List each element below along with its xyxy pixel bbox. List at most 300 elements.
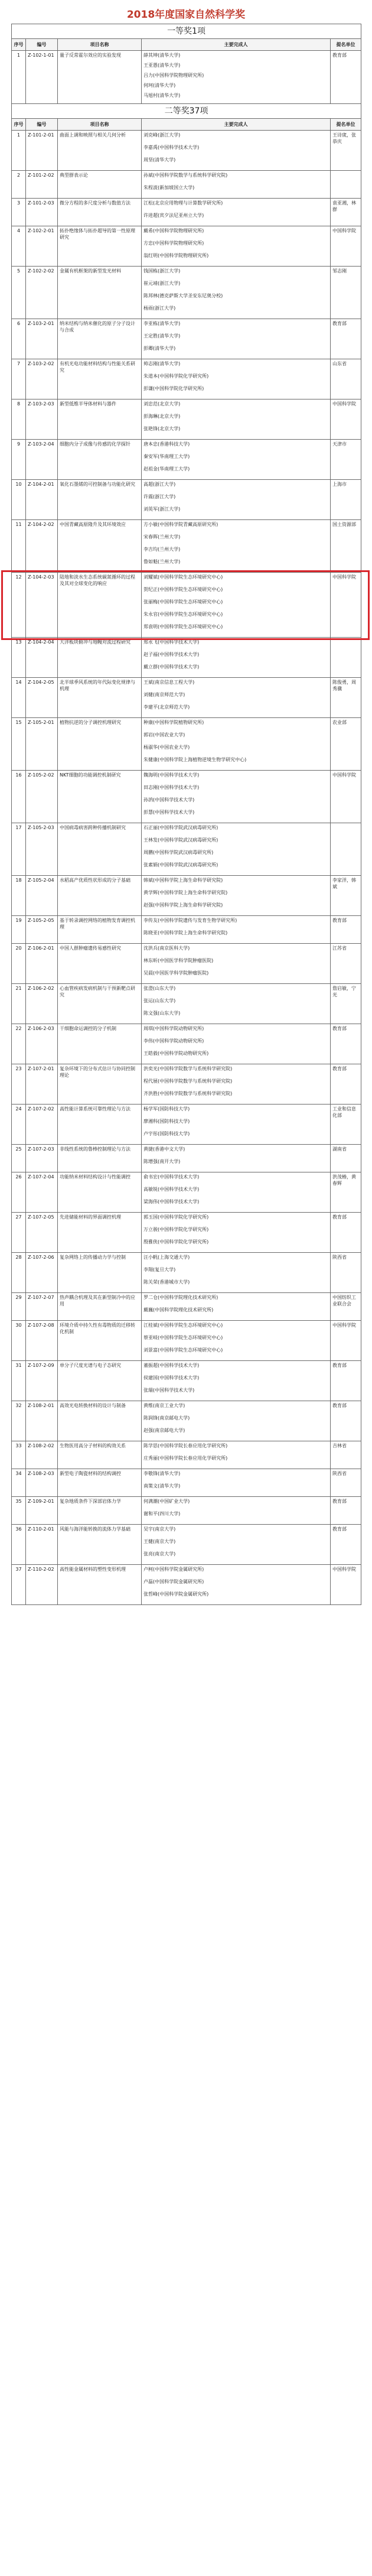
nominator-cell: 洪茂椿，黄春辉 bbox=[331, 1172, 361, 1213]
person-name: 陈学思(中国科学院长春应用化学研究所) bbox=[143, 1443, 228, 1448]
person-name: 杨雨(浙江大学) bbox=[143, 306, 176, 311]
nominator-cell: 山东省 bbox=[331, 359, 361, 399]
person-name: 何满潮(中国矿业大学) bbox=[143, 1499, 190, 1504]
table-row bbox=[12, 573, 361, 638]
people-cell bbox=[142, 1525, 331, 1565]
seq-cell: 17 bbox=[12, 823, 26, 876]
nominator-cell: 邹志刚 bbox=[331, 267, 361, 319]
nominator-cell: 陈俊勇，周秀骥 bbox=[331, 678, 361, 718]
code-cell: Z-103-2-04 bbox=[26, 440, 58, 480]
table-row bbox=[12, 359, 361, 399]
people-cell bbox=[142, 823, 331, 876]
person-name: 郭玉国(中国科学院化学研究所) bbox=[143, 1214, 209, 1220]
code-cell: Z-102-2-02 bbox=[26, 267, 58, 319]
seq-cell: 8 bbox=[12, 399, 26, 440]
person-name: 吴宇(南京大学) bbox=[143, 1526, 176, 1532]
person-name: 陈邦林(德克萨斯大学圣安东尼奥分校) bbox=[143, 293, 223, 298]
person-name: 张丽梅(中国科学院生态环境研究中心) bbox=[143, 599, 223, 605]
seq-cell: 31 bbox=[12, 1361, 26, 1401]
seq-cell: 7 bbox=[12, 359, 26, 399]
project-name-cell: 微分方程的多尺度分析与数值方法 bbox=[58, 199, 142, 226]
nominator-cell: 中国科学院 bbox=[331, 399, 361, 440]
person-name: 卢柯(中国科学院金属研究所) bbox=[143, 1567, 204, 1572]
table-row bbox=[12, 1064, 361, 1105]
person-name: 种康(中国科学院植物研究所) bbox=[143, 720, 204, 725]
code-cell: Z-109-2-01 bbox=[26, 1497, 58, 1525]
people-cell bbox=[142, 573, 331, 638]
code-cell: Z-103-2-03 bbox=[26, 399, 58, 440]
person-name: 孙斌(中国科学院数学与系统科学研究院) bbox=[143, 173, 228, 178]
project-name-cell: 风能与海洋能转换的流体力学基础 bbox=[58, 1525, 142, 1565]
people-cell bbox=[142, 876, 331, 916]
project-name-cell: 量子反常霍尔效应的实验发现 bbox=[58, 51, 142, 104]
person-name: 黄维(南京工业大学) bbox=[143, 1403, 185, 1408]
nominator-cell: 中国科学院 bbox=[331, 771, 361, 823]
project-name-cell: 典型群表示论 bbox=[58, 171, 142, 199]
header-people: 主要完成人 bbox=[142, 119, 331, 131]
person-name: 蔡亚岐(中国科学院生态环境研究中心) bbox=[143, 1335, 223, 1340]
person-name: 李伟(中国科学院动物研究所) bbox=[143, 1038, 204, 1044]
person-name: 唐本忠(香港科技大学) bbox=[143, 441, 190, 447]
person-name: 戴立群(中国科学技术大学) bbox=[143, 664, 200, 670]
nominator-cell: 教育部 bbox=[331, 1024, 361, 1064]
table-row bbox=[12, 944, 361, 984]
person-name: 卢宇彤(国防科技大学) bbox=[143, 1131, 190, 1136]
project-name-cell: 大洋板块俯冲与地幔对流过程研究 bbox=[58, 638, 142, 678]
person-name: 郑袁明(中国科学院生态环境研究中心) bbox=[143, 624, 223, 629]
nominator-cell: 陕西省 bbox=[331, 1253, 361, 1293]
nominator-cell: 李家洋，韩斌 bbox=[331, 876, 361, 916]
nominator-cell: 湖南省 bbox=[331, 1145, 361, 1172]
person-name: 侯建国(中国科学技术大学) bbox=[143, 1375, 200, 1380]
table-header-row bbox=[12, 119, 361, 131]
table-row bbox=[12, 1213, 361, 1253]
header-code: 编号 bbox=[26, 119, 58, 131]
people-cell bbox=[142, 480, 331, 520]
person-name: 翁红明(中国科学院物理研究所) bbox=[143, 253, 209, 258]
table-row bbox=[12, 1321, 361, 1361]
page-title: 2018年度国家自然科学奖 bbox=[126, 9, 246, 21]
people-cell bbox=[142, 1469, 331, 1497]
nominator-cell: 农业部 bbox=[331, 718, 361, 771]
person-name: 董振超(中国科学技术大学) bbox=[143, 1363, 200, 1368]
table-row bbox=[12, 984, 361, 1024]
table-row bbox=[12, 1525, 361, 1565]
people-cell bbox=[142, 1253, 331, 1293]
people-cell bbox=[142, 1401, 331, 1441]
person-name: 刘忠范(北京大学) bbox=[143, 401, 181, 407]
person-name: 齐洪胜(中国科学院数学与系统科学研究院) bbox=[143, 1091, 233, 1096]
table-row bbox=[12, 440, 361, 480]
person-name: 戴希(中国科学院物理研究所) bbox=[143, 228, 204, 233]
code-cell: Z-108-2-02 bbox=[26, 1441, 58, 1469]
nominator-cell: 教育部 bbox=[331, 1064, 361, 1105]
person-name: 刘英军(浙江大学) bbox=[143, 506, 181, 512]
person-name: 陈增强(南开大学) bbox=[143, 1159, 181, 1164]
nominator-cell: 教育部 bbox=[331, 1401, 361, 1441]
code-cell: Z-106-2-03 bbox=[26, 1024, 58, 1064]
seq-cell: 35 bbox=[12, 1497, 26, 1525]
person-name: 俞书宏(中国科学技术大学) bbox=[143, 1174, 200, 1180]
code-cell: Z-110-2-02 bbox=[26, 1565, 58, 1605]
header-nominator: 提名单位 bbox=[331, 119, 361, 131]
seq-cell: 21 bbox=[12, 984, 26, 1024]
people-cell bbox=[142, 944, 331, 984]
nominator-cell: 教育部 bbox=[331, 1497, 361, 1525]
code-cell: Z-104-2-05 bbox=[26, 678, 58, 718]
table-row bbox=[12, 171, 361, 199]
person-name: 江松(北京应用物理与计算数学研究所) bbox=[143, 200, 223, 206]
person-name: 帅志刚(清华大学) bbox=[143, 361, 181, 366]
seq-cell: 9 bbox=[12, 440, 26, 480]
table-row bbox=[12, 199, 361, 226]
seq-cell: 33 bbox=[12, 1441, 26, 1469]
person-name: 钱国栋(浙江大学) bbox=[143, 268, 181, 274]
code-cell: Z-107-2-08 bbox=[26, 1321, 58, 1361]
person-name: 赵强(中国科学院上海生命科学研究院) bbox=[143, 902, 223, 908]
person-name: 秦安军(华南理工大学) bbox=[143, 454, 190, 459]
project-name-cell: 细胞内分子成像与传感的化学探针 bbox=[58, 440, 142, 480]
person-name: 杨学军(国防科技大学) bbox=[143, 1106, 190, 1112]
person-name: 高敏锐(中国科学技术大学) bbox=[143, 1187, 200, 1192]
person-name: 李亚栋(清华大学) bbox=[143, 321, 181, 326]
code-cell: Z-105-2-01 bbox=[26, 718, 58, 771]
people-cell bbox=[142, 199, 331, 226]
code-cell: Z-104-2-04 bbox=[26, 638, 58, 678]
person-name: 张哲峰(中国科学院金属研究所) bbox=[143, 1591, 209, 1597]
people-cell bbox=[142, 984, 331, 1024]
person-name: 黄捷(香港中文大学) bbox=[143, 1146, 185, 1152]
person-name: 殷雅侠(中国科学院化学研究所) bbox=[143, 1239, 209, 1245]
table-row bbox=[12, 1253, 361, 1293]
nominator-cell: 上海市 bbox=[331, 480, 361, 520]
code-cell: Z-107-2-04 bbox=[26, 1172, 58, 1213]
table-row bbox=[12, 1361, 361, 1401]
table-row bbox=[12, 678, 361, 718]
seq-cell: 10 bbox=[12, 480, 26, 520]
person-name: 李敬锋(清华大学) bbox=[143, 1471, 181, 1476]
person-name: 刘健(南京师范大学) bbox=[143, 692, 185, 697]
people-cell bbox=[142, 771, 331, 823]
table-row bbox=[12, 1497, 361, 1525]
header-project: 项目名称 bbox=[58, 119, 142, 131]
person-name: 彭卿(清华大学) bbox=[143, 346, 176, 351]
people-cell bbox=[142, 1213, 331, 1253]
project-name-cell: 金属有机框架的新型发光材料 bbox=[58, 267, 142, 319]
code-cell: Z-107-2-01 bbox=[26, 1064, 58, 1105]
project-name-cell: 功能纳米材料结构设计与性能调控 bbox=[58, 1172, 142, 1213]
code-cell: Z-104-2-02 bbox=[26, 520, 58, 573]
people-cell bbox=[142, 638, 331, 678]
seq-cell: 3 bbox=[12, 199, 26, 226]
nominator-cell: 中国科学院 bbox=[331, 1565, 361, 1605]
person-name: 卢磊(中国科学院金属研究所) bbox=[143, 1579, 204, 1584]
seq-cell: 2 bbox=[12, 171, 26, 199]
person-name: 李翔(复旦大学) bbox=[143, 1267, 176, 1272]
people-cell bbox=[142, 226, 331, 267]
project-name-cell: 氧化石墨烯的可控制备与功能化研究 bbox=[58, 480, 142, 520]
nominator-cell: 詹启敏，宁光 bbox=[331, 984, 361, 1024]
code-cell: Z-102-1-01 bbox=[26, 51, 58, 104]
person-name: 张澄(山东大学) bbox=[143, 986, 176, 991]
project-name-cell: 中国青藏高原隆升及其环境效应 bbox=[58, 520, 142, 573]
person-name: 刘克峰(浙江大学) bbox=[143, 132, 181, 138]
project-name-cell: 复杂网络上的传播动力学与控制 bbox=[58, 1253, 142, 1293]
person-name: 周坚(清华大学) bbox=[143, 157, 176, 163]
people-cell bbox=[142, 399, 331, 440]
person-name: 王皓毅(中国科学院动物研究所) bbox=[143, 1051, 209, 1056]
person-name: 吴晨(中国医学科学院肿瘤医院) bbox=[143, 970, 209, 976]
person-name: 戴巍(中国科学院理化技术研究所) bbox=[143, 1307, 214, 1313]
project-name-cell: 复杂地质条件下深部岩体力学 bbox=[58, 1497, 142, 1525]
project-name-cell: NKT细胞的功能调控机制研究 bbox=[58, 771, 142, 823]
seq-cell: 29 bbox=[12, 1293, 26, 1321]
seq-cell: 14 bbox=[12, 678, 26, 718]
person-name: 程代展(中国科学院数学与系统科学研究院) bbox=[143, 1079, 233, 1084]
person-name: 薛其坤(清华大学) bbox=[143, 53, 181, 58]
people-cell bbox=[142, 678, 331, 718]
seq-cell: 36 bbox=[12, 1525, 26, 1565]
person-name: 方小敏(中国科学院青藏高原研究所) bbox=[143, 522, 218, 527]
person-name: 黄学辉(中国科学院上海生命科学研究院) bbox=[143, 890, 228, 895]
seq-cell: 37 bbox=[12, 1565, 26, 1605]
nominator-cell: 国土资源部 bbox=[331, 520, 361, 573]
second-prize-heading: 二等奖37项 bbox=[12, 104, 361, 119]
nominator-cell: 王诗宬，张恭庆 bbox=[331, 131, 361, 171]
code-cell: Z-107-2-07 bbox=[26, 1293, 58, 1321]
seq-cell: 23 bbox=[12, 1064, 26, 1105]
person-name: 何珂(清华大学) bbox=[143, 83, 176, 88]
project-name-cell: 中国人群肿瘤遗传易感性研究 bbox=[58, 944, 142, 984]
person-name: 张亮(南京大学) bbox=[143, 1551, 176, 1557]
people-cell bbox=[142, 171, 331, 199]
person-name: 陈关荣(香港城市大学) bbox=[143, 1279, 190, 1285]
code-cell: Z-105-2-03 bbox=[26, 823, 58, 876]
first-prize-heading: 一等奖1项 bbox=[12, 24, 361, 39]
project-name-cell: 曲面上调和映照与相关几何分析 bbox=[58, 131, 142, 171]
table-row bbox=[12, 51, 361, 104]
seq-cell: 12 bbox=[12, 573, 26, 638]
project-name-cell: 先进储能材料的界面调控机理 bbox=[58, 1213, 142, 1253]
seq-cell: 26 bbox=[12, 1172, 26, 1213]
header-seq: 序号 bbox=[12, 119, 26, 131]
project-name-cell: 环境介质中持久性有毒物质的迁移转化机制 bbox=[58, 1321, 142, 1361]
people-cell bbox=[142, 1145, 331, 1172]
project-name-cell: 植物抗逆的分子调控机理研究 bbox=[58, 718, 142, 771]
nominator-cell: 中国科学院 bbox=[331, 573, 361, 638]
person-name: 张运(山东大学) bbox=[143, 998, 176, 1003]
nominator-cell: 教育部 bbox=[331, 916, 361, 944]
person-name: 王斌(南京信息工程大学) bbox=[143, 680, 195, 685]
nominator-cell bbox=[331, 171, 361, 199]
header-seq: 序号 bbox=[12, 39, 26, 51]
code-cell: Z-101-2-03 bbox=[26, 199, 58, 226]
seq-cell: 4 bbox=[12, 226, 26, 267]
table-row bbox=[12, 1145, 361, 1172]
nominator-cell: 陕西省 bbox=[331, 1469, 361, 1497]
person-name: 韩斌(中国科学院上海生命科学研究院) bbox=[143, 878, 223, 883]
people-cell bbox=[142, 520, 331, 573]
person-name: 李吉均(兰州大学) bbox=[143, 547, 181, 552]
table-row bbox=[12, 399, 361, 440]
person-name: 刘耀斌(中国科学院生态环境研究中心) bbox=[143, 574, 223, 580]
people-cell bbox=[142, 359, 331, 399]
code-cell: Z-107-2-09 bbox=[26, 1361, 58, 1401]
project-name-cell: 高性能金属材料的塑性变形机理 bbox=[58, 1565, 142, 1605]
people-cell bbox=[142, 1565, 331, 1605]
seq-cell: 19 bbox=[12, 916, 26, 944]
person-name: 田志刚(中国科学技术大学) bbox=[143, 785, 200, 790]
header-project: 项目名称 bbox=[58, 39, 142, 51]
person-name: 张艳锋(北京大学) bbox=[143, 426, 181, 431]
person-name: 许进超(宾夕法尼亚州立大学) bbox=[143, 213, 204, 218]
table-row bbox=[12, 771, 361, 823]
person-name: 谢和平(四川大学) bbox=[143, 1511, 181, 1516]
person-name: 汪小帆(上海交通大学) bbox=[143, 1255, 190, 1260]
table-row bbox=[12, 1172, 361, 1213]
seq-cell: 13 bbox=[12, 638, 26, 678]
code-cell: Z-104-2-03 bbox=[26, 573, 58, 638]
person-name: 赵强(南京邮电大学) bbox=[143, 1428, 185, 1433]
seq-cell: 11 bbox=[12, 520, 26, 573]
project-name-cell: 有机光电功能材料结构与性能关系研究 bbox=[58, 359, 142, 399]
nominator-cell: 中国科学院 bbox=[331, 1321, 361, 1361]
person-name: 郑永飞(中国科学技术大学) bbox=[143, 639, 200, 645]
nominator-cell: 教育部 bbox=[331, 1525, 361, 1565]
second-prize-table bbox=[11, 103, 361, 1605]
table-row bbox=[12, 520, 361, 573]
person-name: 魏海明(中国科学技术大学) bbox=[143, 772, 200, 778]
code-cell: Z-103-2-01 bbox=[26, 319, 58, 359]
person-name: 朱道本(中国科学院化学研究所) bbox=[143, 373, 209, 379]
person-name: 王健(南京大学) bbox=[143, 1539, 176, 1544]
people-cell bbox=[142, 319, 331, 359]
code-cell: Z-105-2-05 bbox=[26, 916, 58, 944]
seq-cell: 22 bbox=[12, 1024, 26, 1064]
seq-cell: 1 bbox=[12, 51, 26, 104]
seq-cell: 34 bbox=[12, 1469, 26, 1497]
project-name-cell: 中国病毒病害跨种传播机制研究 bbox=[58, 823, 142, 876]
person-name: 南策文(清华大学) bbox=[143, 1483, 181, 1489]
nominator-cell: 中国科学院 bbox=[331, 226, 361, 267]
table-row bbox=[12, 1401, 361, 1441]
table-row bbox=[12, 823, 361, 876]
people-cell bbox=[142, 1361, 331, 1401]
person-name: 郭岩(中国农业大学) bbox=[143, 732, 185, 738]
project-name-cell: 高效光电转换材料的设计与制备 bbox=[58, 1401, 142, 1441]
people-cell bbox=[142, 1024, 331, 1064]
code-cell: Z-107-2-05 bbox=[26, 1213, 58, 1253]
code-cell: Z-106-2-01 bbox=[26, 944, 58, 984]
person-name: 许震(浙江大学) bbox=[143, 494, 176, 499]
people-cell bbox=[142, 916, 331, 944]
table-row bbox=[12, 1565, 361, 1605]
code-cell: Z-105-2-04 bbox=[26, 876, 58, 916]
person-name: 鲁如魁(兰州大学) bbox=[143, 559, 181, 564]
person-name: 赵祖金(华南理工大学) bbox=[143, 466, 190, 472]
person-name: 张瑞(中国科学技术大学) bbox=[143, 1388, 195, 1393]
nominator-cell: 吉林省 bbox=[331, 1441, 361, 1469]
person-name: 朱健康(中国科学院上海植物逆境生物学研究中心) bbox=[143, 757, 247, 762]
project-name-cell: 非线性系统的鲁棒控制理论与方法 bbox=[58, 1145, 142, 1172]
person-name: 李建平(北京师范大学) bbox=[143, 704, 190, 710]
person-name: 梁海伟(中国科学技术大学) bbox=[143, 1199, 200, 1204]
code-cell: Z-106-2-02 bbox=[26, 984, 58, 1024]
code-cell: Z-107-2-06 bbox=[26, 1253, 58, 1293]
table-row bbox=[12, 1105, 361, 1145]
seq-cell: 20 bbox=[12, 944, 26, 984]
person-name: 林东昕(中国医学科学院肿瘤医院) bbox=[143, 958, 214, 963]
table-row bbox=[12, 267, 361, 319]
person-name: 石正丽(中国科学院武汉病毒研究所) bbox=[143, 825, 218, 830]
code-cell: Z-103-2-02 bbox=[26, 359, 58, 399]
person-name: 朱永官(中国科学院生态环境研究中心) bbox=[143, 612, 223, 617]
people-cell bbox=[142, 51, 331, 104]
code-cell: Z-108-2-03 bbox=[26, 1469, 58, 1497]
project-name-cell: 复杂环境下的分布式估计与协同控制理论 bbox=[58, 1064, 142, 1105]
nominator-cell bbox=[331, 823, 361, 876]
seq-cell: 6 bbox=[12, 319, 26, 359]
code-cell: Z-107-2-03 bbox=[26, 1145, 58, 1172]
project-name-cell: 基于转录调控网络的植物发育调控机理 bbox=[58, 916, 142, 944]
code-cell: Z-110-2-01 bbox=[26, 1525, 58, 1565]
code-cell: Z-108-2-01 bbox=[26, 1401, 58, 1441]
project-name-cell: 干细胞命运调控的分子机制 bbox=[58, 1024, 142, 1064]
person-name: 陈文强(山东大学) bbox=[143, 1011, 181, 1016]
project-name-cell: 陆地和淡水生态系统碳氮循环的过程及其对全球变化的响应 bbox=[58, 573, 142, 638]
person-name: 王亚愚(清华大学) bbox=[143, 63, 181, 68]
nominator-cell: 教育部 bbox=[331, 51, 361, 104]
people-cell bbox=[142, 1497, 331, 1525]
table-row bbox=[12, 1293, 361, 1321]
person-name: 江桂斌(中国科学院生态环境研究中心) bbox=[143, 1323, 223, 1328]
seq-cell: 15 bbox=[12, 718, 26, 771]
person-name: 周鹏(中国科学院武汉病毒研究所) bbox=[143, 850, 214, 855]
table-row bbox=[12, 638, 361, 678]
person-name: 洪奕光(中国科学院数学与系统科学研究院) bbox=[143, 1066, 233, 1071]
person-name: 王林发(中国科学院武汉病毒研究所) bbox=[143, 837, 218, 843]
seq-cell: 25 bbox=[12, 1145, 26, 1172]
nominator-cell: 江苏省 bbox=[331, 944, 361, 984]
person-name: 孙汭(中国科学技术大学) bbox=[143, 797, 195, 803]
person-name: 吕力(中国科学院物理研究所) bbox=[143, 73, 204, 78]
people-cell bbox=[142, 1105, 331, 1145]
code-cell: Z-107-2-02 bbox=[26, 1105, 58, 1145]
code-cell: Z-101-2-01 bbox=[26, 131, 58, 171]
project-name-cell: 北半球季风系统的年代际变化规律与机理 bbox=[58, 678, 142, 718]
person-name: 陈晓亚(中国科学院上海生命科学研究院) bbox=[143, 930, 228, 935]
table-row bbox=[12, 480, 361, 520]
people-cell bbox=[142, 1064, 331, 1105]
person-name: 彭慧(中国科学技术大学) bbox=[143, 810, 195, 815]
project-name-cell: 单分子尺度光谱与电子态研究 bbox=[58, 1361, 142, 1401]
table-row bbox=[12, 1469, 361, 1497]
table-row bbox=[12, 1441, 361, 1469]
person-name: 张素娟(中国科学院武汉病毒研究所) bbox=[143, 862, 218, 868]
person-name: 陈润锋(南京邮电大学) bbox=[143, 1415, 190, 1421]
nominator-cell: 教育部 bbox=[331, 1361, 361, 1401]
project-name-cell: 心血管疾病发病机制与干预新靶点研究 bbox=[58, 984, 142, 1024]
code-cell: Z-102-2-01 bbox=[26, 226, 58, 267]
person-name: 万立骏(中国科学院化学研究所) bbox=[143, 1227, 209, 1232]
table-row bbox=[12, 876, 361, 916]
seq-cell: 16 bbox=[12, 771, 26, 823]
project-name-cell: 热声耦合机理及其在新型制冷中的应用 bbox=[58, 1293, 142, 1321]
nominator-cell: 工业和信息化部 bbox=[331, 1105, 361, 1145]
person-name: 彭谦(中国科学院化学研究所) bbox=[143, 386, 204, 391]
seq-cell: 18 bbox=[12, 876, 26, 916]
people-cell bbox=[142, 267, 331, 319]
